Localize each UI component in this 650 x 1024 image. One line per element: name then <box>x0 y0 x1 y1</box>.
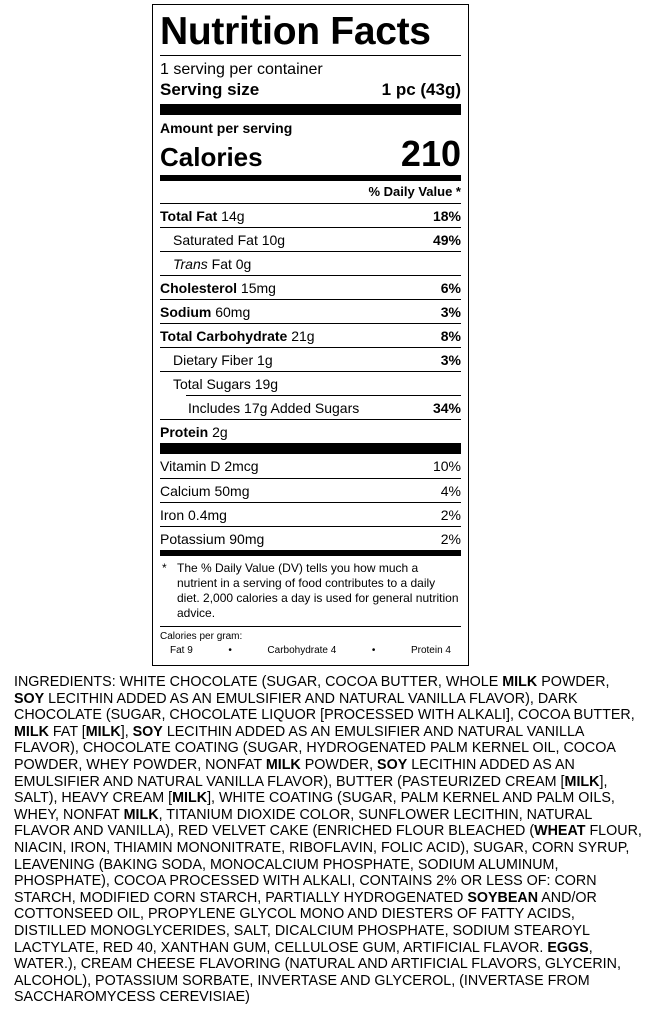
nutrient-pct: 34% <box>432 399 461 416</box>
allergen: SOY <box>14 690 45 707</box>
nutrient-amount: 1g <box>253 351 273 368</box>
vitamin-name: Calcium 50mg <box>160 482 250 499</box>
nutrient-row-saturated-fat <box>160 227 461 251</box>
allergen: MILK <box>123 806 159 823</box>
nutrient-name: Total Carbohydrate <box>160 327 288 344</box>
vitamin-row <box>160 478 461 502</box>
thick-divider <box>160 104 461 115</box>
nutrient-row-trans-fat <box>160 251 461 275</box>
vitamin-row <box>160 454 461 478</box>
nutrient-amount: 60mg <box>211 303 251 320</box>
bullet: • <box>371 645 376 656</box>
nutrient-row-added-sugars <box>186 395 461 419</box>
allergen: SOYBEAN <box>467 889 539 906</box>
allergen: MILK <box>502 674 538 690</box>
calories-per-gram-row <box>160 643 461 657</box>
nutrient-amount: 2g <box>208 423 228 440</box>
ingredient-text: , WATER.), CREAM CHEESE FLAVORING (NATURAL AND ARTIFICIAL FLAVORS, GLYCERIN, ALCOHOL), POTASSIUM SORBATE, INVERTASE AND GLYCEROL, (INVERTASE FROM SACCHAROMYCESS CEREVISIAE) <box>14 939 621 1006</box>
vitamin-pct: 10% <box>432 458 461 474</box>
ingredient-text: LECITHIN ADDED AS AN EMULSIFIER AND NATURAL VANILLA FLAVOR), BUTTER (PASTEURIZED CREAM [ <box>14 756 575 790</box>
nutrient-amount: 10g <box>257 231 286 248</box>
allergen: EGGS <box>547 939 589 956</box>
vitamins-list <box>160 454 461 550</box>
ingredients-statement <box>14 674 642 1006</box>
nutrient-name: Cholesterol <box>160 279 238 296</box>
ingredient-text: FAT [ <box>48 723 86 740</box>
ingredient-text: LECITHIN ADDED AS AN EMULSIFIER AND NATURAL VANILLA FLAVOR), CHOCOLATE COATING (SUGAR, HYDROGENATED PALM KERNEL OIL, COCOA POWDER, WHEY POWDER, NONFAT <box>14 723 616 773</box>
allergen: MILK <box>265 756 301 773</box>
nutrient-pct: 3% <box>440 351 461 368</box>
cpg-carbohydrate: Carbohydrate 4 <box>267 645 337 656</box>
nutrient-amount: Fat 0g <box>207 255 252 272</box>
ingredient-text: ], <box>120 723 133 740</box>
nutrient-pct: 6% <box>440 279 461 296</box>
bullet: • <box>228 645 232 656</box>
nutrient-amount: 15mg <box>237 279 276 296</box>
label-title: Nutrition Facts <box>160 10 431 53</box>
vitamin-name: Iron 0.4mg <box>160 506 227 523</box>
nutrient-name: Protein <box>160 423 209 440</box>
vitamin-row <box>160 526 461 550</box>
nutrient-row-protein <box>160 419 461 443</box>
cpg-protein: Protein 4 <box>410 645 451 656</box>
nutrient-name: Saturated Fat <box>173 231 258 248</box>
nutrient-name: Sodium <box>160 303 212 320</box>
nutrient-name: Trans <box>173 255 208 272</box>
allergen: MILK <box>14 723 49 740</box>
servings-per-container: 1 serving per container <box>160 61 323 78</box>
nutrient-row-total-fat <box>160 203 461 227</box>
vitamin-pct: 4% <box>440 482 461 499</box>
cpg-fat: Fat 9 <box>170 645 193 656</box>
nutrient-pct: 3% <box>440 303 461 320</box>
nutrient-name: Total Fat <box>160 207 218 224</box>
ingredient-text: POWDER, <box>300 756 378 773</box>
nutrient-amount: 14g <box>217 207 245 224</box>
vitamin-pct: 2% <box>440 530 461 547</box>
ingredient-text: , TITANIUM DIOXIDE COLOR, SUNFLOWER LECITHIN, NATURAL FLAVOR AND VANILLA), RED VELVET CAKE (ENRICHED FLOUR BLEACHED ( <box>14 806 592 840</box>
nutrient-name: Includes 17g Added Sugars <box>188 399 360 416</box>
calories-row <box>160 133 461 174</box>
allergen: MILK <box>172 790 208 807</box>
calories-label: Calories <box>160 142 263 172</box>
vitamin-row <box>160 502 461 526</box>
ingredient-text: ], WHITE COATING (SUGAR, PALM KERNEL AND PALM OILS, WHEY, NONFAT <box>14 790 615 823</box>
ingredient-text: ], SALT), HEAVY CREAM [ <box>14 773 608 807</box>
serving-size-value: 1 pc (43g) <box>381 80 461 99</box>
nutrient-name: Total Sugars <box>173 375 251 392</box>
nutrient-name: Dietary Fiber <box>173 351 254 368</box>
daily-value-footnote <box>160 556 461 626</box>
serving-size-row <box>160 80 461 100</box>
nutrient-row-total-sugars <box>160 371 461 395</box>
footnote-text: The % Daily Value (DV) tells you how much a nutrient in a serving of food contributes to a daily diet. 2,000 calories a day is used for general nutrition advice. <box>177 561 459 620</box>
calories-per-gram-label: Calories per gram: <box>160 631 243 642</box>
ingredient-text: FLOUR, NIACIN, IRON, THIAMIN MONONITRATE, RIBOFLAVIN, FOLIC ACID), SUGAR, CORN SYRUP, LEAVENING (BAKING SODA, MONOCALCIUM PHOSPHATE, SODIUM ALUMINUM, PHOSPHATE), COCOA PROCESSED WITH ALKALI, CONTAINS 2% OR LESS OF: CORN STARCH, MODIFIED CORN STARCH, PARTIALLY HYDROGENATED <box>14 823 642 906</box>
nutrition-facts-label <box>152 4 469 666</box>
allergen: MILK <box>85 723 121 740</box>
amount-per-serving: Amount per serving <box>160 120 293 136</box>
nutrient-pct: 8% <box>440 327 461 344</box>
vitamin-name: Vitamin D 2mcg <box>160 458 259 474</box>
allergen: WHEAT <box>534 823 586 840</box>
allergen: MILK <box>564 773 600 790</box>
ingredient-text: INGREDIENTS: WHITE CHOCOLATE (SUGAR, COCOA BUTTER, WHOLE <box>14 674 503 690</box>
vitamin-name: Potassium 90mg <box>160 530 265 547</box>
nutrient-row-dietary-fiber <box>160 347 461 371</box>
ingredient-text: LECITHIN ADDED AS AN EMULSIFIER AND NATURAL VANILLA FLAVOR), DARK CHOCOLATE (SUGAR, CHOCOLATE LIQUOR [PROCESSED WITH ALKALI], COCOA BUTTER, <box>14 690 635 724</box>
nutrient-row-total-carbohydrate <box>160 323 461 347</box>
nutrient-pct: 49% <box>432 231 461 248</box>
daily-value-header: % Daily Value * <box>368 184 461 199</box>
nutrient-amount: 21g <box>287 327 315 344</box>
ingredient-text: AND/OR COTTONSEED OIL, PROPYLENE GLYCOL MONO AND DIESTERS OF FATTY ACIDS, DISTILLED MONOGLYCERIDES, SALT, DICALCIUM PHOSPHATE, SODIUM STEAROYL LACTYLATE, RED 40, XANTHAN GUM, CELLULOSE GUM, ARTIFICIAL FLAVOR. <box>14 889 597 956</box>
nutrient-pct: 18% <box>432 207 461 224</box>
nutrient-amount: 19g <box>250 375 279 392</box>
ingredient-text: POWDER, <box>537 674 610 690</box>
calories-value: 210 <box>400 133 461 174</box>
nutrient-row-sodium <box>160 299 461 323</box>
allergen: SOY <box>132 723 163 740</box>
vitamin-pct: 2% <box>440 506 461 523</box>
divider <box>160 55 461 56</box>
footnote-star: * <box>162 561 167 575</box>
nutrient-row-cholesterol <box>160 275 461 299</box>
allergen: SOY <box>377 756 408 773</box>
serving-size-label: Serving size <box>160 80 260 99</box>
thick-divider <box>160 443 461 454</box>
